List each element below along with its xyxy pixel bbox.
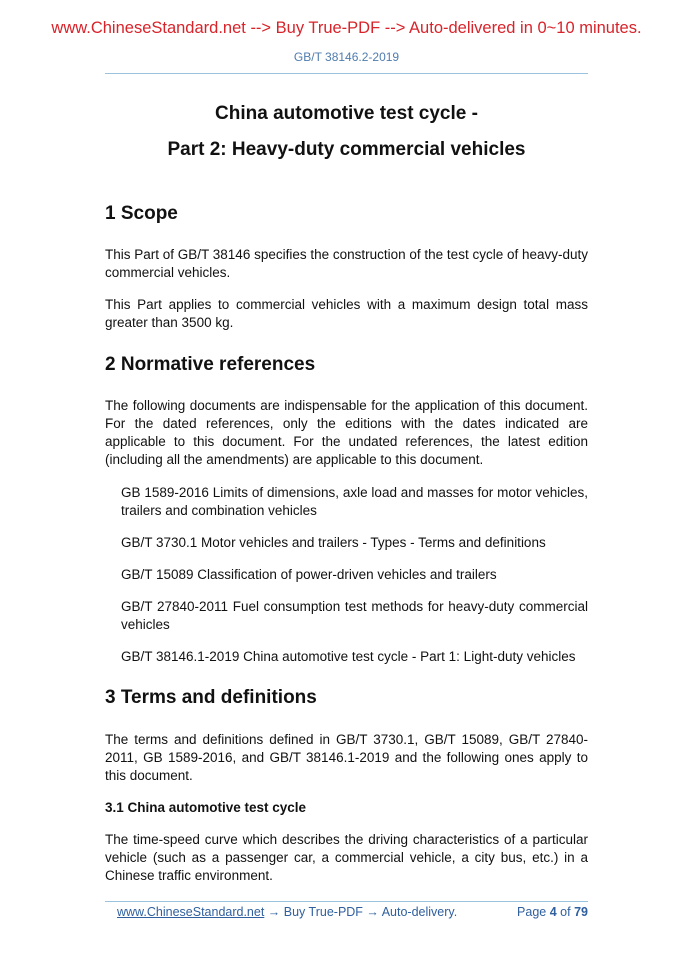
section-heading-scope: 1 Scope [105,203,178,224]
promo-banner: www.ChineseStandard.net --> Buy True-PDF --> Auto-delivered in 0~10 minutes. [51,19,642,37]
reference-item: GB/T 38146.1-2019 China automotive test cycle - Part 1: Light-duty vehicles [121,649,576,664]
page-label: Page [517,905,547,919]
subsection-heading: 3.1 China automotive test cycle [105,800,307,815]
section-heading-terms: 3 Terms and definitions [105,687,317,708]
paragraph: The terms and definitions defined in GB/T 3730.1, GB/T 15089, GB/T 27840-2011, GB 1589-2016, and GB/T 38146.1-2019 and the following ones apply to this document. [105,732,588,783]
reference-item: GB 1589-2016 Limits of dimensions, axle load and masses for motor vehicles, trailers and combination vehicles [121,485,588,518]
page-indicator [517,905,588,919]
paragraph: The following documents are indispensable for the application of this document. For the dated references, only the editions with the dates indicated are applicable to this document. For the undated references, the latest edition (including all the amendments) are applicable to this document. [105,398,588,467]
footer-promo-text: → Buy True-PDF → Auto-delivery. [264,905,458,919]
reference-item: GB/T 27840-2011 Fuel consumption test methods for heavy-duty commercial vehicles [121,599,588,632]
footer-promo [117,905,457,919]
paragraph: This Part applies to commercial vehicles with a maximum design total mass greater than 3500 kg. [105,297,588,330]
paragraph: The time-speed curve which describes the driving characteristics of a particular vehicle (such as a passenger car, a commercial vehicle, a city bus, etc.) in a Chinese traffic environment. [105,832,588,883]
document-title-line2: Part 2: Heavy-duty commercial vehicles [167,139,526,160]
footer [117,905,588,919]
page-number: 4 [549,905,557,919]
paragraph: This Part of GB/T 38146 specifies the construction of the test cycle of heavy-duty commercial vehicles. [105,247,588,280]
document-code: GB/T 38146.2-2019 [293,50,400,64]
header-divider [105,73,588,74]
reference-item: GB/T 3730.1 Motor vehicles and trailers - Types - Terms and definitions [121,535,546,550]
section-heading-normative: 2 Normative references [105,354,316,375]
document-title-line1: China automotive test cycle - [215,103,478,124]
reference-item: GB/T 15089 Classification of power-driven vehicles and trailers [121,567,497,582]
footer-divider [105,901,588,902]
page-total: 79 [574,905,588,919]
footer-link[interactable]: www.ChineseStandard.net [117,905,265,919]
of-label: of [560,905,571,919]
